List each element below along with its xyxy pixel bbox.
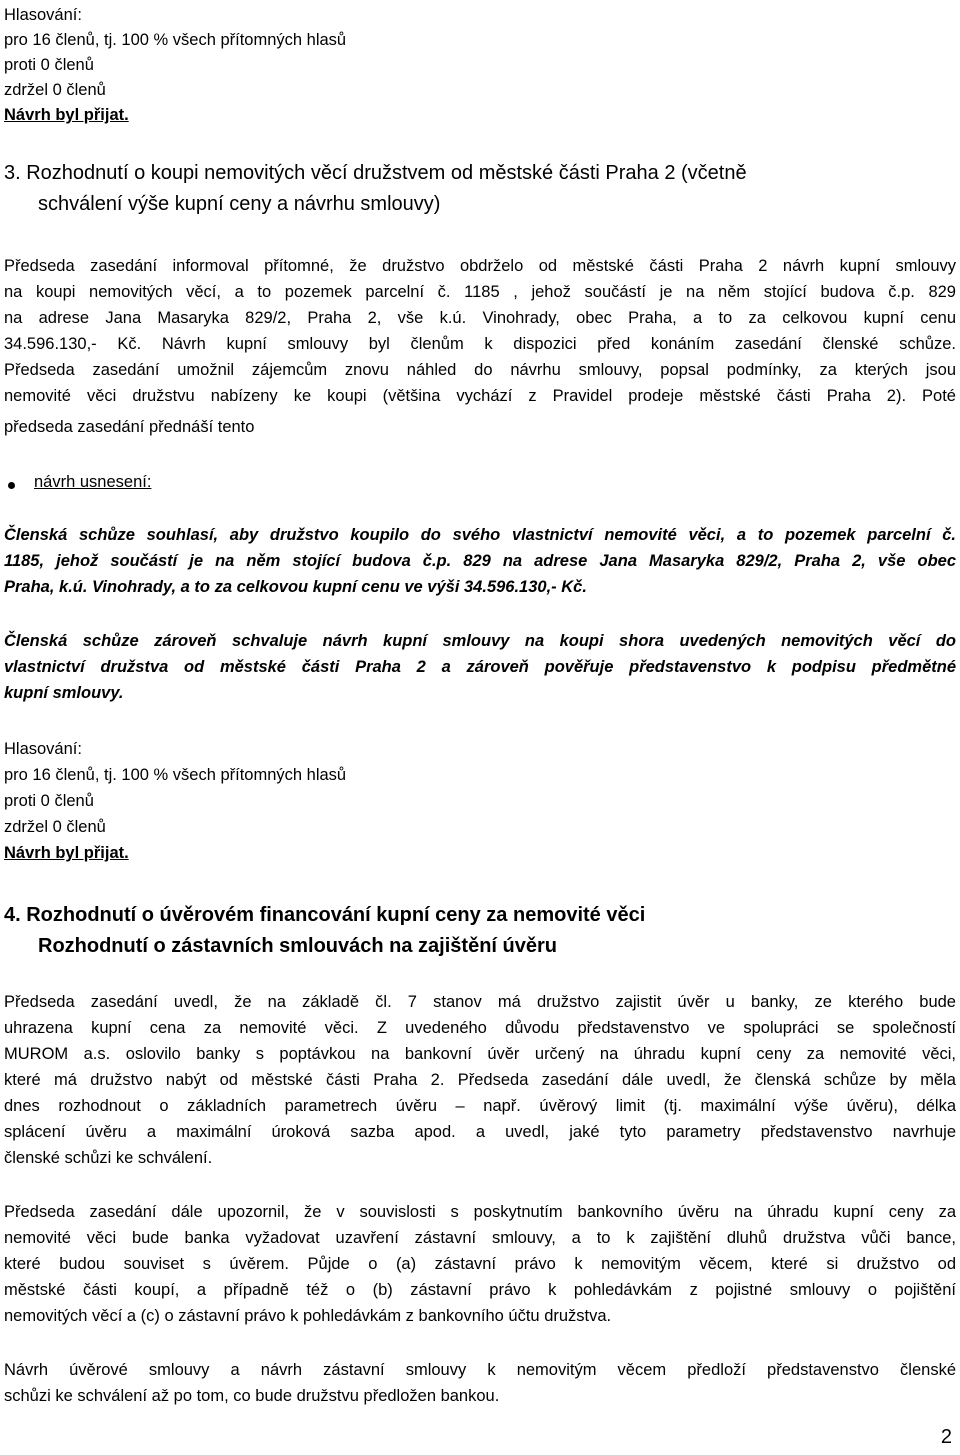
paragraph-last-line: schůzi ke schválení až po tom, co bude družstvu předložen bankou. [4,1387,500,1405]
paragraph-line: Návrh úvěrové smlouvy a návrh zástavní smlouvy k nemovitým věcem předloží představenstvo členské [4,1361,956,1379]
vote-result: Návrh byl přijat. [4,844,129,862]
paragraph-line: nemovité věci družstvu nabízeny ke koupi (většina vychází z Pravidel prodeje městské části Praha 2). Poté [4,387,956,405]
paragraph-line: 34.596.130,- Kč. Návrh kupní smlouvy byl členům k dispozici před konáním zasedání členské schůze. [4,335,956,353]
vote-label: Hlasování: [4,740,82,758]
paragraph-last-line: nemovitých věcí a (c) o zástavní právo k pohledávkám z bankovního účtu družstva. [4,1307,612,1325]
paragraph-line: na koupi nemovitých věcí, a to pozemek parcelní č. 1185 , jehož součástí je na něm stojící budova č.p. 829 [4,283,956,301]
section-4-paragraph-2 [4,1203,956,1307]
paragraph-line: městské části koupí, a případně též o (b) zástavní právo k pohledávkám z pojistné smlouvy o pojištění [4,1281,956,1299]
vote-label: Hlasování: [4,6,82,24]
vote-result: Návrh byl přijat. [4,106,129,124]
paragraph-last-line: členské schůzi ke schválení. [4,1149,213,1167]
paragraph-line: MUROM a.s. oslovilo banky s poptávkou na bankovní úvěr určený na úhradu kupní ceny za nemovité věci, [4,1045,956,1063]
resolution-2 [4,632,956,684]
page-number: 2 [940,1426,952,1448]
paragraph-line: nemovité věci bude banka vyžadovat uzavření zástavní smlouvy, a to k zajištění dluhů družstva vůči bance, [4,1229,956,1247]
resolution-line: vlastnictví družstva od městské části Praha 2 a zároveň pověřuje představenstvo k podpisu předmětné [4,658,956,676]
resolution-line: Členská schůze souhlasí, aby družstvo koupilo do svého vlastnictví nemovité věci, a to pozemek parcelní č. [4,526,956,544]
paragraph-line: Předseda zasedání uvedl, že na základě čl. 7 stanov má družstvo zajistit úvěr u banky, ze kterého bude [4,993,956,1011]
section-4-heading-line1: 4. Rozhodnutí o úvěrovém financování kupní ceny za nemovité věci [4,904,646,926]
paragraph-line: Předseda zasedání umožnil zájemcům znovu náhled do návrhu smlouvy, popsal podmínky, za kterých jsou [4,361,956,379]
paragraph-line: uhrazena kupní cena za nemovité věci. Z uvedeného důvodu představenstvo ve spolupráci se společností [4,1019,956,1037]
paragraph-last-line: předseda zasedání přednáší tento [4,418,255,436]
paragraph-line: Předseda zasedání informoval přítomné, že družstvo obdrželo od městské části Praha 2 návrh kupní smlouvy [4,257,956,275]
resolution-label: návrh usnesení: [34,473,152,491]
resolution-line: Členská schůze zároveň schvaluje návrh kupní smlouvy na koupi shora uvedených nemovitých věcí do [4,632,956,650]
paragraph-line: které má družstvo nabýt od městské části Praha 2. Předseda zasedání dále uvedl, že členská schůze by měla [4,1071,956,1089]
vote-zdrzel: zdržel 0 členů [4,818,106,836]
vote-proti: proti 0 členů [4,56,94,74]
resolution-last-line: kupní smlouvy. [4,684,124,702]
section-4-paragraph-1 [4,993,956,1149]
section-3-heading-line1: 3. Rozhodnutí o koupi nemovitých věcí družstvem od městské části Praha 2 (včetně [4,162,747,184]
resolution-line: 1185, jehož součástí je na něm stojící budova č.p. 829 na adrese Jana Masaryka 829/2, Praha 2, vše obec [4,552,956,570]
section-4-paragraph-3 [4,1361,956,1387]
paragraph-line: dnes rozhodnout o základních parametrech úvěru – např. úvěrový limit (tj. maximální výše úvěru), délka [4,1097,956,1115]
paragraph-line: na adrese Jana Masaryka 829/2, Praha 2, vše k.ú. Vinohrady, obec Praha, a to za celkovou kupní cenu [4,309,956,327]
vote-pro: pro 16 členů, tj. 100 % všech přítomných hlasů [4,31,347,49]
section-3-paragraph [4,257,956,413]
paragraph-line: Předseda zasedání dále upozornil, že v souvislosti s poskytnutím bankovního úvěru na úhradu kupní ceny za [4,1203,956,1221]
vote-zdrzel: zdržel 0 členů [4,81,106,99]
vote-pro: pro 16 členů, tj. 100 % všech přítomných hlasů [4,766,347,784]
paragraph-line: které budou souviset s úvěrem. Půjde o (a) zástavní právo k nemovitým věcem, které si družstvo od [4,1255,956,1273]
section-4-heading-line2: Rozhodnutí o zástavních smlouvách na zajištění úvěru [38,935,557,957]
section-3-heading-line2: schválení výše kupní ceny a návrhu smlouvy) [38,193,441,215]
paragraph-line: splácení úvěru a maximální úroková sazba apod. a uvedl, jaké tyto parametry představenstvo navrhuje [4,1123,956,1141]
resolution-last-line: Praha, k.ú. Vinohrady, a to za celkovou kupní cenu ve výši 34.596.130,- Kč. [4,578,587,596]
resolution-1 [4,526,956,578]
vote-proti: proti 0 členů [4,792,94,810]
bullet-icon [8,482,15,489]
